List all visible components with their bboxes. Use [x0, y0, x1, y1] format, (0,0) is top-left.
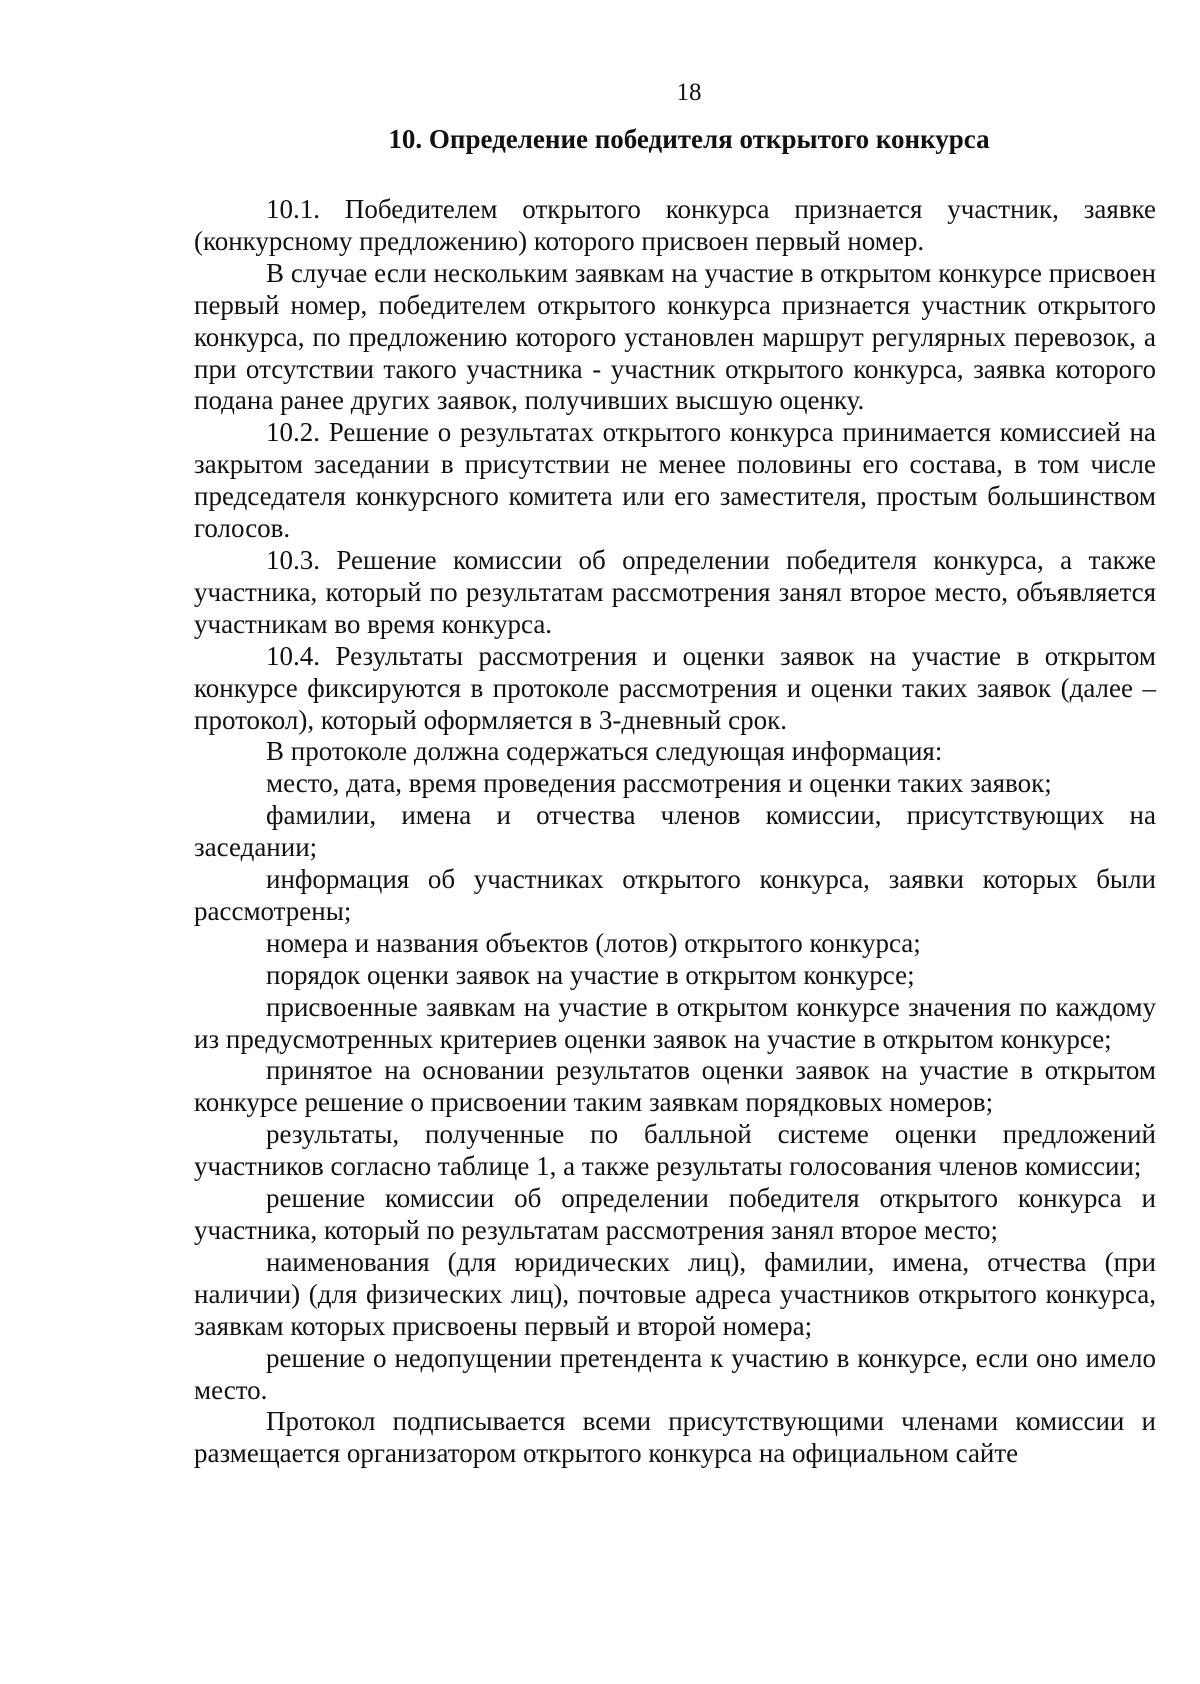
list-item: присвоенные заявкам на участие в открытом конкурсе значения по каждому из предусмотренных критериев оценки заявок на участие в открытом конкурсе; — [194, 991, 1156, 1054]
list-item: фамилии, имена и отчества членов комиссии, присутствующих на заседании; — [194, 800, 1156, 863]
list-item: решение о недопущении претендента к участию в конкурсе, если оно имело место. — [194, 1342, 1156, 1405]
paragraph-10-3: 10.3. Решение комиссии об определении победителя конкурса, а также участника, который по результатам рассмотрения занял второе место, объявляется участникам во время конкурса. — [194, 544, 1156, 639]
list-item: место, дата, время проведения рассмотрения и оценки таких заявок; — [266, 768, 1052, 799]
list-item: наименования (для юридических лиц), фамилии, имена, отчества (при наличии) (для физических лиц), почтовые адреса участников открытого конкурса, заявкам которых присвоены первый и второй номера; — [194, 1246, 1156, 1341]
paragraph: В случае если нескольким заявкам на участие в открытом конкурсе присвоен первый номер, победителем открытого конкурса признается участник открытого конкурса, по предложению которого установлен маршрут регулярных перевозок, а при отсутствии такого участника - участник открытого конкурса, заявка которого подана ранее других заявок, получивших высшую оценку. — [194, 257, 1156, 416]
list-item: результаты, полученные по балльной системе оценки предложений участников согласно таблице 1, а также результаты голосования членов комиссии; — [194, 1119, 1156, 1182]
document-page — [194, 78, 1156, 1470]
list-item: порядок оценки заявок на участие в открытом конкурсе; — [266, 959, 915, 990]
page-number: 18 — [676, 79, 702, 106]
section-title: 10. Определение победителя открытого конкурса — [388, 124, 990, 154]
paragraph-10-1: 10.1. Победителем открытого конкурса признается участник, заявке (конкурсному предложению) которого присвоен первый номер. — [194, 194, 1156, 256]
list-item: решение комиссии об определении победителя открытого конкурса и участника, который по результатам рассмотрения занял второе место; — [194, 1183, 1156, 1245]
list-item: номера и названия объектов (лотов) открытого конкурса; — [266, 927, 921, 958]
body-text — [194, 194, 1156, 1470]
paragraph-10-2: 10.2. Решение о результатах открытого конкурса принимается комиссией на закрытом заседании в присутствии не менее половины его состава, в том числе председателя конкурсного комитета или его заместителя, простым большинством голосов. — [194, 417, 1156, 544]
paragraph: Протокол подписывается всеми присутствующими членами комиссии и размещается организатором открытого конкурса на официальном сайте — [194, 1406, 1156, 1469]
list-item: информация об участниках открытого конкурса, заявки которых были рассмотрены; — [194, 864, 1156, 926]
paragraph-10-4: 10.4. Результаты рассмотрения и оценки заявок на участие в открытом конкурсе фиксируются в протоколе рассмотрения и оценки таких заявок (далее – протокол), который оформляется в 3-дневный срок. — [194, 640, 1156, 735]
paragraph: В протоколе должна содержаться следующая информация: — [266, 736, 943, 767]
list-item: принятое на основании результатов оценки заявок на участие в открытом конкурсе решение о присвоении таким заявкам порядковых номеров; — [194, 1055, 1156, 1118]
